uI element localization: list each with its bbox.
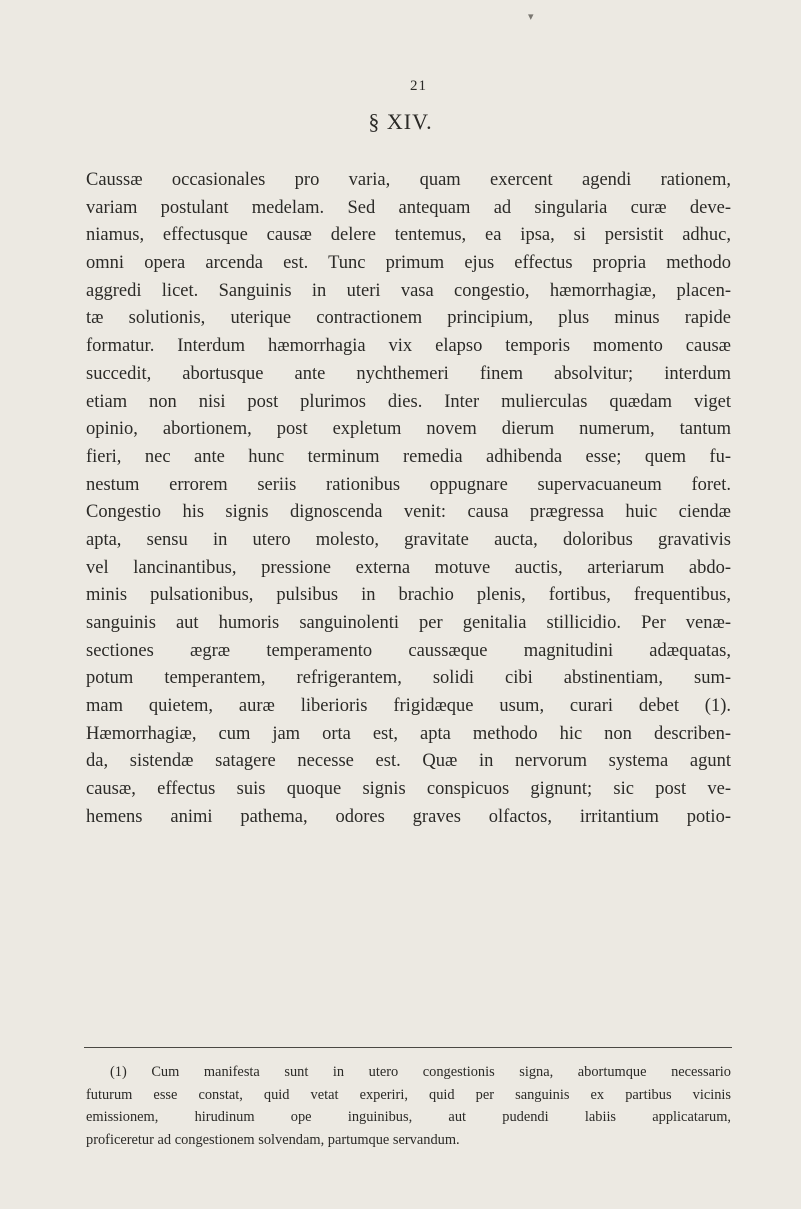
body-line: omni opera arcenda est. Tunc primum ejus effectus propria methodo (86, 253, 731, 274)
body-line: tæ solutionis, uterique contractionem principium, plus minus rapide (86, 308, 731, 329)
body-line: niamus, effectusque causæ delere tentemus, ea ipsa, si persistit adhuc, (86, 225, 731, 246)
body-line: potum temperantem, refrigerantem, solidi cibi abstinentiam, sum- (86, 668, 731, 689)
footnote-line: futurum esse constat, quid vetat experiri, quid per sanguinis ex partibus vicinis (86, 1086, 731, 1103)
body-line: nestum errorem seriis rationibus oppugnare supervacuaneum foret. (86, 474, 731, 495)
body-line: hemens animi pathema, odores graves olfactos, irritantium potio- (86, 806, 731, 827)
footnote-divider (84, 1047, 732, 1048)
body-line: opinio, abortionem, post expletum novem dierum numerum, tantum (86, 419, 731, 440)
body-line: Hæmorrhagiæ, cum jam orta est, apta methodo hic non describen- (86, 723, 731, 744)
body-line: apta, sensu in utero molesto, gravitate aucta, doloribus gravativis (86, 529, 731, 550)
body-line: Congestio his signis dignoscenda venit: causa prægressa huic ciendæ (86, 502, 731, 523)
footnote (86, 1061, 731, 1151)
body-line: sanguinis aut humoris sanguinolenti per genitalia stillicidio. Per venæ- (86, 613, 731, 633)
page-number: 21 (410, 78, 427, 94)
body-line: aggredi licet. Sanguinis in uteri vasa congestio, hæmorrhagiæ, placen- (86, 280, 731, 301)
body-line: fieri, nec ante hunc terminum remedia adhibenda esse; quem fu- (86, 446, 731, 467)
footnote-line: emissionem, hirudinum ope inguinibus, aut pudendi labiis applicatarum, (86, 1109, 731, 1125)
body-line: causæ, effectus suis quoque signis conspicuos gignunt; sic post ve- (86, 779, 731, 800)
body-line: etiam non nisi post plurimos dies. Inter mulierculas quædam viget (86, 391, 731, 412)
body-line: formatur. Interdum hæmorrhagia vix elapso temporis momento causæ (86, 336, 731, 357)
body-line: Caussæ occasionales pro varia, quam exercent agendi rationem, (86, 170, 731, 190)
page-mark: ▾ (528, 11, 534, 23)
body-line: variam postulant medelam. Sed antequam ad singularia curæ deve- (86, 197, 731, 218)
section-heading: § XIV. (368, 109, 433, 134)
body-line: succedit, abortusque ante nychthemeri finem absolvitur; interdum (86, 363, 731, 384)
body-line: mam quietem, auræ liberioris frigidæque usum, curari debet (1). (86, 696, 731, 717)
body-line: sectiones ægræ temperamento caussæque magnitudini adæquatas, (86, 640, 731, 661)
body-line: vel lancinantibus, pressione externa motuve auctis, arteriarum abdo- (86, 557, 731, 578)
body-text (86, 167, 731, 832)
footnote-line: proficeretur ad congestionem solvendam, partumque servandum. (86, 1131, 460, 1148)
body-line: da, sistendæ satagere necesse est. Quæ in nervorum systema agunt (86, 751, 731, 772)
body-line: minis pulsationibus, pulsibus in brachio plenis, fortibus, frequentibus, (86, 585, 731, 606)
footnote-line: (1) Cum manifesta sunt in utero congestionis signa, abortumque necessario (110, 1064, 731, 1080)
